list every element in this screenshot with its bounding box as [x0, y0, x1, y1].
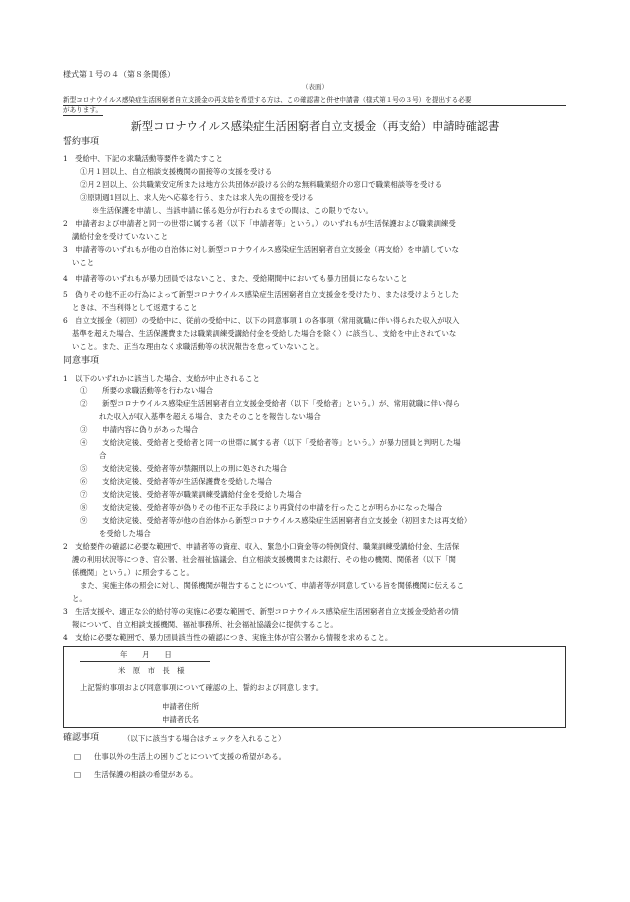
notice-line-1: 新型コロナウイルス感染症生活困窮者自立支援金の再支給を希望する方は、この確認書と併せ申請書（様式第１号の３号）を提出する必要 [63, 96, 472, 104]
consent-heading: 同意事項 [63, 356, 100, 366]
consent-line: 3 生活支援や、適正な公的給付等の実施に必要な範囲で、新型コロナウイルス感染症生活困窮者自立支援金受給者の情 [63, 607, 459, 616]
notice-underline-2 [63, 115, 103, 116]
consent-line: また、実施主体の照会に対し、関係機関が報告することについて、申請者等が同意している旨を関係機関に伝えるこ [80, 581, 465, 590]
pledge-line: 4 申請者等のいずれもが暴力団員ではないこと、また、受給期間中においても暴力団員にならないこと [63, 274, 408, 283]
date-field[interactable]: 年 月 日 [120, 650, 172, 659]
consent-line: ④ 支給決定後、受給者と受給者と同一の世帯に属する者（以下「受給者等」という。）が暴力団員と判明した場 [80, 438, 461, 447]
consent-line: ③ 申請内容に偽りがあった場合 [80, 425, 199, 434]
pledge-line: 6 自立支援金（初回）の受給中に、従前の受給中に、以下の同意事項１の各事項（常用就職に伴い得られた収入が収入 [63, 316, 460, 325]
pledge-line: 2 申請者および申請者と同一の世帯に属する者（以下「申請者等」という。）のいずれもが生活保護および職業訓練受 [63, 219, 456, 228]
confirm-heading: 確認事項 [63, 733, 100, 743]
consent-line: 2 支給要件の確認に必要な範囲で、申請者等の資産、収入、緊急小口資金等の特例貸付、職業訓練受講給付金、生活保 [63, 542, 460, 551]
consent-line: 護の利用状況等につき、官公署、社会福祉協議会、自立相談支援機関または銀行、その他の機関、関係者（以下「関 [72, 555, 456, 564]
checkbox-support-icon[interactable]: □ [74, 752, 82, 761]
pledge-heading: 誓約事項 [63, 137, 100, 147]
pledge-line: 5 偽りその他不正の行為によって新型コロナウイルス感染症生活困窮者自立支援金を受けたり、または受けようとした [63, 290, 459, 299]
checkbox-welfare-icon[interactable]: □ [74, 770, 82, 779]
applicant-address-label: 申請者住所 [162, 702, 199, 711]
pledge-line: 基準を超えた場合、生活保護費または職業訓練受講給付金を受給した場合を除く）に該当し、支給を中止されていな [72, 329, 457, 338]
consent-line: ① 所要の求職活動等を行わない場合 [80, 386, 214, 395]
notice-line-2: があります。 [63, 106, 103, 114]
confirm-note: （以下に該当する場合はチェックを入れること） [123, 734, 286, 743]
consent-line: ② 新型コロナウイルス感染症生活困窮者自立支援金受給者（以下「受給者」という。）が、常用就職に伴い得ら [80, 399, 461, 408]
applicant-name-label: 申請者氏名 [162, 715, 199, 724]
confirm-option-welfare: 生活保護の相談の希望がある。 [94, 770, 198, 779]
consent-line: れた収入が収入基準を超える場合、またそのことを報告しない場合 [99, 412, 321, 421]
side-label: （表面） [302, 83, 328, 91]
confirm-option-support: 仕事以外の生活上の困りごとについて支援の希望がある。 [94, 752, 287, 761]
consent-line: ⑤ 支給決定後、受給者等が禁錮刑以上の刑に処された場合 [80, 464, 287, 473]
consent-line: 係機関」という。）に照会すること。 [72, 568, 194, 577]
pledge-line: ときは、不当利得として返還すること [72, 303, 198, 312]
consent-line: ⑧ 支給決定後、受給者等が偽りその他不正な手段により再貸付の申請を行ったことが明らかになった場合 [80, 503, 443, 512]
consent-line: を受給した場合 [99, 529, 151, 538]
pledge-line: いこと [72, 258, 95, 267]
consent-line: 報について、自立相談支援機関、福祉事務所、社会福祉協議会に提供すること。 [72, 620, 338, 629]
consent-line: ⑨ 支給決定後、受給者等が他の自治体から新型コロナウイルス感染症生活困窮者自立支援金（初回または再支給） [80, 516, 472, 525]
addressee: 米 原 市 長 様 [118, 666, 185, 675]
consent-line: ⑥ 支給決定後、受給者等が生活保護費を受給した場合 [80, 477, 273, 486]
pledge-line: ③原則週1回以上、求人先へ応募を行う、または求人先の面接を受ける [80, 193, 314, 202]
pledge-line: 3 申請者等のいずれもが他の自治体に対し新型コロナウイルス感染症生活困窮者自立支援金（再支給）を申請していな [63, 245, 459, 254]
consent-line: 1 以下のいずれかに該当した場合、支給が中止されること [63, 374, 260, 383]
consent-line: と。 [72, 594, 87, 603]
page-title: 新型コロナウイルス感染症生活困窮者自立支援金（再支給）申請時確認書 [130, 120, 500, 133]
pledge-line: 1 受給中、下記の求職活動等要件を満たすこと [63, 154, 223, 163]
consent-line: 4 支給に必要な範囲で、暴力団員該当性の確認につき、実施主体が官公署から情報を求めること。 [63, 633, 393, 642]
pledge-line: ②月２回以上、公共職業安定所または地方公共団体が設ける公的な無料職業紹介の窓口で職業相談等を受ける [80, 180, 443, 189]
pledge-line: 講給付金を受けていないこと [72, 232, 169, 241]
form-number: 様式第１号の４（第８条関係） [63, 70, 175, 79]
pledge-line: ※生活保護を申請し、当該申請に係る処分が行われるまでの間は、この限りでない。 [92, 206, 373, 215]
date-underline [80, 661, 210, 662]
notice-underline-1 [63, 105, 566, 106]
consent-statement: 上記誓約事項および同意事項について確認の上、誓約および同意します。 [80, 683, 324, 692]
pledge-line: いこと。また、正当な理由なく求職活動等の状況報告を怠っていないこと。 [72, 342, 324, 351]
consent-line: ⑦ 支給決定後、受給者等が職業訓練受講給付金を受給した場合 [80, 490, 302, 499]
consent-line: 合 [99, 451, 107, 460]
pledge-line: ①月１回以上、自立相談支援機関の面接等の支援を受ける [80, 167, 273, 176]
